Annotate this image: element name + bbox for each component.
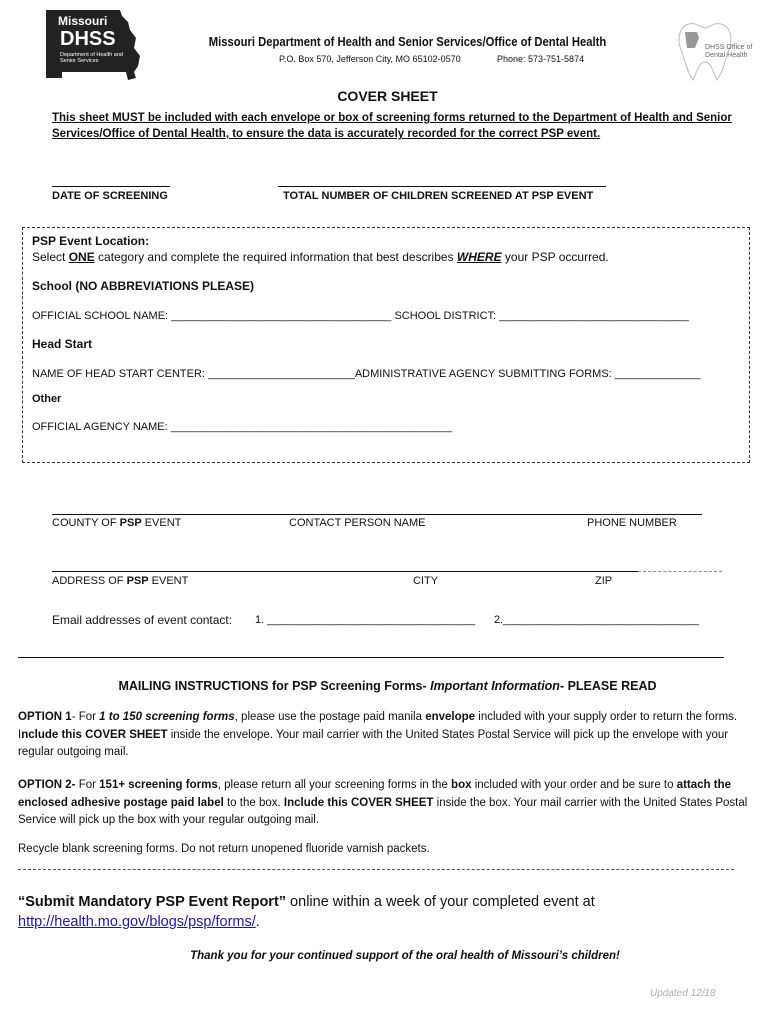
section-divider [18, 657, 724, 658]
total-line[interactable] [278, 186, 606, 187]
header-phone: Phone: 573-751-5874 [497, 54, 585, 64]
school-heading: School (NO ABBREVIATIONS PLEASE) [32, 279, 255, 293]
header-address: P.O. Box 570, Jefferson City, MO 65102-0570 [279, 54, 461, 64]
school-fields[interactable]: OFFICIAL SCHOOL NAME: ____________________________________ SCHOOL DISTRICT: _______________________________ [32, 310, 689, 322]
email-field-1[interactable]: 1. __________________________________ [255, 614, 476, 626]
county-contact-line[interactable] [52, 514, 702, 515]
headstart-heading: Head Start [32, 337, 93, 351]
submit-report-text: “Submit Mandatory PSP Event Report” online within a week of your completed event at http://health.mo.gov/blogs/psp/forms/. [18, 894, 595, 930]
zip-label: ZIP [595, 575, 613, 587]
date-line[interactable] [52, 186, 170, 187]
option-1-text: OPTION 1- For 1 to 150 screening forms, please use the postage paid manila envelope included with your supply order to return the forms. Include this COVER SHEET inside the envelope. Your mail carrier with the United States Postal Service will pick up the envelope with your regular outgoing mail. [18, 711, 738, 758]
email-label: Email addresses of event contact: [52, 613, 233, 627]
county-label: COUNTY OF PSP EVENT [52, 517, 182, 529]
email-field-2[interactable]: 2.________________________________ [494, 614, 699, 626]
date-of-screening-label: DATE OF SCREENING [52, 190, 168, 202]
thank-you-text: Thank you for your continued support of the oral health of Missouri’s children! [190, 950, 620, 962]
psp-forms-link[interactable]: http://health.mo.gov/blogs/psp/forms/ [18, 914, 256, 930]
address-line-end [638, 571, 722, 572]
address-line[interactable] [52, 571, 638, 572]
recycle-text: Recycle blank screening forms. Do not return unopened fluoride varnish packets. [18, 843, 430, 855]
dental-health-logo [675, 22, 757, 82]
logo-dhss-text: DHSS [60, 28, 116, 50]
other-agency-field[interactable]: OFFICIAL AGENCY NAME: ______________________________________________ [32, 421, 453, 433]
logo-dept-text: Department of Health and Senior Services [60, 52, 123, 64]
mailing-instructions-title: MAILING INSTRUCTIONS for PSP Screening Forms- Important Information- PLEASE READ [118, 679, 657, 693]
phone-number-label: PHONE NUMBER [587, 517, 677, 529]
header-title: Missouri Department of Health and Senior Services/Office of Dental Health [208, 35, 607, 49]
location-heading: PSP Event Location: [32, 234, 150, 248]
contact-person-label: CONTACT PERSON NAME [289, 517, 426, 529]
option-2-text: OPTION 2- For 151+ screening forms, please return all your screening forms in the box included with your order and be sure to attach the enclosed adhesive postage paid label to the box. Include this COVER SHEET inside the box. Your mail carrier with the United States Postal Service will pick up the box with your regular outgoing mail. [18, 779, 748, 826]
other-heading: Other [32, 393, 62, 405]
logo-missouri-text: Missouri [58, 14, 108, 28]
updated-date: Updated 12/18 [650, 988, 716, 999]
city-label: CITY [413, 575, 439, 587]
address-label: ADDRESS OF PSP EVENT [52, 575, 189, 587]
cover-notice: This sheet MUST be included with each envelope or box of screening forms returned to the Department of Health and Senior Services/Office of Dental Health, to ensure the data is accurately recorded for the correct PSP event. [52, 112, 732, 140]
footer-divider [18, 869, 734, 870]
total-screened-label: TOTAL NUMBER OF CHILDREN SCREENED AT PSP EVENT [283, 190, 594, 202]
headstart-fields[interactable]: NAME OF HEAD START CENTER: ________________________ADMINISTRATIVE AGENCY SUBMITTING FORMS: ______________ [32, 368, 701, 380]
location-instructions: Select ONE category and complete the required information that best describes WHERE your PSP occurred. [32, 250, 609, 264]
cover-sheet-title: COVER SHEET [337, 88, 438, 104]
dental-logo-text: DHSS Office of Dental Health [705, 44, 753, 59]
